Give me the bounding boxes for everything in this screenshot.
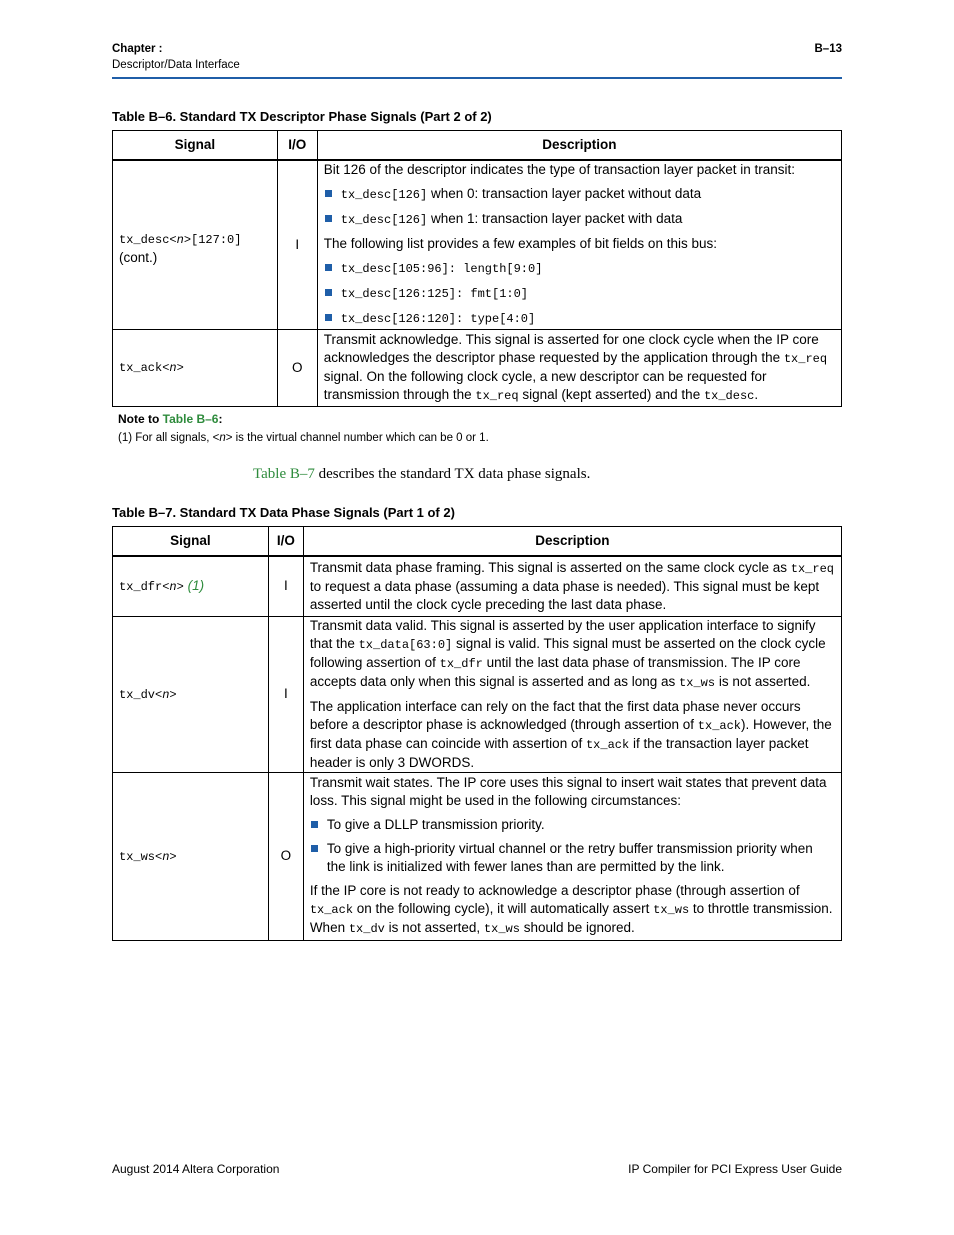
code-text: tx_ws (653, 903, 690, 917)
signal-name-suffix: > (169, 849, 177, 864)
signal-cell (113, 556, 269, 616)
list-item (324, 210, 835, 229)
table-row (113, 772, 842, 940)
note-text: (1) For all signals, < (118, 432, 220, 444)
signal-name-prefix: tx_desc< (119, 233, 177, 248)
signal-name-var: n (162, 687, 170, 702)
description-cell (303, 772, 841, 940)
paragraph-text: describes the standard TX data phase signals. (314, 466, 591, 482)
table-b6 (112, 130, 842, 407)
code-text: tx_ws (483, 922, 520, 936)
signal-name-var: n (162, 849, 170, 864)
description-text (310, 617, 835, 692)
code-text: tx_desc[126:125]: fmt[1:0] (340, 287, 529, 302)
text-run: Transmit data valid. This signal is asserted by the user application interface to signify that the (309, 617, 816, 651)
list-item: To give a DLLP transmission priority. (310, 816, 835, 834)
io-cell: O (268, 772, 303, 940)
io-cell: I (277, 160, 317, 329)
code-text: tx_desc[126:120]: type[4:0] (340, 312, 536, 327)
signal-name (119, 688, 177, 702)
text-run: to throttle transmission. When (309, 901, 833, 935)
text-run: until the last data phase of transmission. The IP core accepts data only when this signal is asserted and as long as (309, 654, 801, 689)
signal-name-var: n (169, 361, 177, 375)
code-text: tx_dv (348, 922, 385, 936)
table-row (113, 329, 842, 406)
list-item (324, 309, 835, 328)
text-run: Transmit acknowledge. This signal is asserted for one clock cycle when the IP core acknowledges the descriptor phase requested by the application through the (323, 331, 819, 365)
description-text: Bit 126 of the descriptor indicates the type of transaction layer packet in transit: (323, 162, 796, 178)
signal-cell (113, 160, 278, 329)
code-text: tx_ack (697, 718, 742, 733)
item-text: when 1: transaction layer packet with data (427, 211, 683, 227)
col-header-signal: Signal (113, 131, 278, 161)
table-b7-caption: Table B–7. Standard TX Data Phase Signals (Part 1 of 2) (112, 505, 455, 520)
text-run: is not asserted. (715, 673, 811, 689)
body-paragraph (253, 466, 590, 483)
code-text: tx_ack (585, 737, 630, 752)
description-text: The following list provides a few examples of bit fields on this bus: (323, 236, 717, 252)
signal-name-prefix: tx_ack< (119, 361, 170, 375)
signal-name-suffix: > (176, 361, 184, 375)
code-text: tx_desc[126] (340, 188, 428, 203)
description-text (324, 331, 835, 405)
text-run: . (754, 386, 759, 402)
text-run: Transmit data phase framing. This signal is asserted on the same clock cycle as (309, 559, 791, 575)
table-header-row (113, 131, 842, 161)
description-text (310, 559, 835, 614)
text-run: is not asserted, (384, 920, 484, 935)
table-b6-link[interactable]: Table B–6 (162, 412, 219, 426)
col-header-io: I/O (277, 131, 317, 161)
note-title (118, 412, 222, 426)
note-title-text: Note to (118, 412, 163, 426)
signal-cell (113, 616, 269, 772)
text-run: ). However, the first data phase can coincide with assertion of (309, 716, 832, 751)
text-run: signal is valid. This signal must be asserted on the clock cycle following assertion of (309, 635, 826, 670)
footer-right: IP Compiler for PCI Express User Guide (628, 1162, 842, 1176)
io-cell: I (268, 556, 303, 616)
table-row (113, 556, 842, 616)
text-run: to request a data phase (assuming a data phase is needed). This signal must be kept asserted until the clock cycle preceding the last data phase. (309, 578, 820, 612)
note-text: > is the virtual channel number which can be 0 or 1. (225, 432, 489, 444)
text-run: signal (kept asserted) and the (518, 386, 704, 402)
code-text: tx_ack (309, 903, 354, 917)
signal-name-prefix: tx_dfr< (119, 579, 170, 594)
description-text (310, 698, 835, 772)
signal-name-suffix: >[127:0] (183, 233, 242, 248)
signal-cell (113, 772, 269, 940)
signal-name (119, 361, 184, 375)
io-cell: O (277, 329, 317, 406)
table-row (113, 616, 842, 772)
list-item (324, 284, 835, 303)
list-item: To give a high-priority virtual channel or the retry buffer transmission priority when the link is initialized with fewer lanes than are permitted by the link. (310, 840, 835, 876)
description-cell (303, 556, 841, 616)
text-run: on the following cycle), it will automatically assert (353, 901, 654, 916)
table-b7-link[interactable]: Table B–7 (253, 466, 315, 482)
description-cell (317, 160, 841, 329)
signal-cont: (cont.) (119, 250, 158, 266)
code-text: tx_req (783, 351, 828, 366)
footer-left: August 2014 Altera Corporation (112, 1162, 280, 1176)
description-text (310, 882, 835, 938)
page-number: B–13 (814, 43, 842, 55)
signal-name (119, 580, 184, 594)
text-run: if the transaction layer packet header is only 3 DWORDS. (309, 735, 809, 770)
header-rule (112, 77, 842, 79)
code-text: tx_data[63:0] (358, 637, 453, 652)
item-text: when 0: transaction layer packet without data (427, 186, 702, 202)
signal-name (119, 233, 241, 247)
note-var: n (219, 432, 226, 444)
signal-name-var: n (176, 233, 184, 248)
text-run: The application interface can rely on the fact that the first data phase never occurs before a descriptor phase is acknowledged (through assertion of (309, 698, 801, 732)
signal-name-prefix: tx_ws< (119, 849, 163, 864)
code-text: tx_ws (679, 675, 716, 690)
signal-name-var: n (169, 579, 177, 594)
table-header-row (113, 527, 842, 557)
table-b7 (112, 526, 842, 941)
signal-name-prefix: tx_dv< (119, 687, 163, 702)
description-text: Transmit wait states. The IP core uses this signal to insert wait states that prevent data loss. This signal might be used in the following circumstances: (309, 775, 827, 808)
code-text: tx_desc (703, 388, 755, 403)
list-item (324, 259, 835, 278)
text-run: should be ignored. (519, 920, 635, 935)
code-text: tx_dfr (439, 656, 483, 671)
col-header-io: I/O (268, 527, 303, 557)
text-run: If the IP core is not ready to acknowledge a descriptor phase (through assertion of (309, 883, 800, 898)
note-title-colon: : (218, 412, 223, 426)
code-text: tx_req (790, 561, 834, 576)
footnote-link[interactable]: (1) (183, 577, 205, 593)
note-item (118, 432, 489, 444)
description-cell (303, 616, 841, 772)
signal-name-suffix: > (169, 687, 177, 702)
col-header-description: Description (303, 527, 841, 557)
signal-name-suffix: > (176, 579, 184, 594)
text-run: signal. On the following clock cycle, a new descriptor can be requested for transmission through the (323, 368, 767, 402)
table-row (113, 160, 842, 329)
code-text: tx_desc[105:96]: length[9:0] (340, 262, 543, 277)
signal-cell (113, 329, 278, 406)
col-header-signal: Signal (113, 527, 269, 557)
col-header-description: Description (317, 131, 841, 161)
io-cell: I (268, 616, 303, 772)
code-text: tx_desc[126] (340, 213, 428, 228)
description-cell (317, 329, 841, 406)
chapter-label: Chapter : (112, 43, 163, 55)
code-text: tx_req (475, 388, 519, 403)
signal-name (119, 850, 177, 864)
table-b6-caption: Table B–6. Standard TX Descriptor Phase Signals (Part 2 of 2) (112, 109, 492, 124)
section-title: Descriptor/Data Interface (112, 59, 240, 71)
list-item (324, 185, 835, 204)
